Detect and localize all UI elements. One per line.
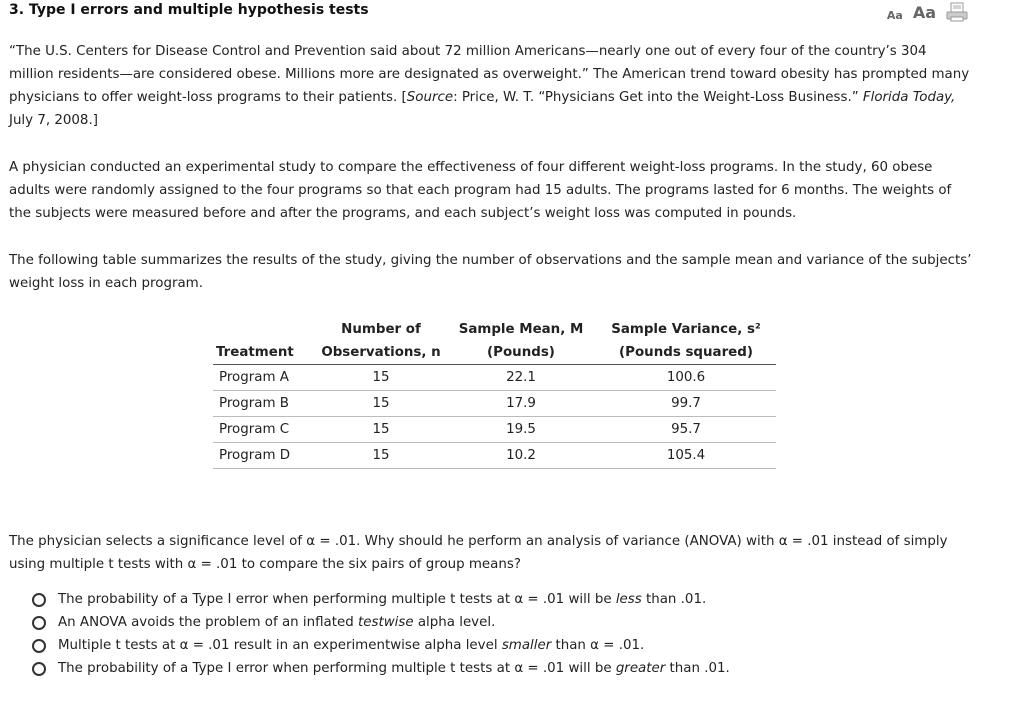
header-cell: Number of [341,322,421,337]
header-cell: Observations, n [316,341,446,365]
answer-option[interactable] [32,634,730,657]
option-label: An ANOVA avoids the problem of an inflated testwise alpha level. [58,615,496,630]
option-label: The probability of a Type I error when performing multiple t tests at α = .01 will be greater than .01. [58,661,730,676]
table-cell: Program A [213,365,316,391]
answer-option[interactable] [32,657,730,680]
passage-quote: “The U.S. Centers for Disease Control and Prevention said about 72 million Americans—nearly one out of every four of the country’s 304 million residents—are considered obese. Millions more are designated as overweight.” The American trend toward obesity has prompted many physicians to offer weight-loss programs to their patients. [Source: Price, W. T. “Physicians Get into the Weight-Loss Business.” Florida Today, July 7, 2008.] [9,44,970,128]
header-cell: Sample Mean, M [458,322,584,337]
table-cell: 100.6 [596,365,776,391]
table-row [213,391,776,417]
table-header-row-2 [213,341,776,365]
study-description: A physician conducted an experimental study to compare the effectiveness of four different weight-loss programs. In the study, 60 obese adults were randomly assigned to the four programs so that each program had 15 adults. The programs lasted for 6 months. The weights of the subjects were measured before and after the programs, and each subject’s weight loss was computed in pounds. [9,160,952,221]
answer-options [32,588,730,680]
table-cell: Program C [213,417,316,443]
print-icon[interactable] [946,2,968,22]
header-cell: (Pounds) [446,341,596,365]
table-header-row-1 [213,318,776,341]
header-cell: Treatment [213,341,316,365]
header-cell [213,318,316,341]
results-table [213,318,776,469]
table-row [213,365,776,391]
table-cell: 95.7 [596,417,776,443]
table-cell: 99.7 [596,391,776,417]
font-decrease-button[interactable]: Aa [886,9,903,22]
toolbar [887,2,968,22]
table-cell: 15 [316,365,446,391]
radio-button[interactable] [32,616,46,630]
question-prompt: The physician selects a significance level of α = .01. Why should he perform an analysis of variance (ANOVA) with α = .01 instead of simply using multiple t tests with α = .01 to compare the six pairs of group means? [9,534,948,572]
table-cell: 22.1 [446,365,596,391]
answer-option[interactable] [32,611,730,634]
header-cell: Sample Variance, s² [611,322,761,337]
table-cell: 10.2 [446,443,596,469]
table-cell: 15 [316,391,446,417]
radio-button[interactable] [32,639,46,653]
table-cell: 17.9 [446,391,596,417]
table-cell: Program B [213,391,316,417]
header-cell: (Pounds squared) [596,341,776,365]
option-label: The probability of a Type I error when performing multiple t tests at α = .01 will be less than .01. [58,592,707,607]
font-increase-button[interactable]: Aa [912,3,936,22]
table-cell: 19.5 [446,417,596,443]
table-row [213,443,776,469]
table-row [213,417,776,443]
table-cell: 15 [316,417,446,443]
table-cell: Program D [213,443,316,469]
option-label: Multiple t tests at α = .01 result in an experimentwise alpha level smaller than α = .01. [58,638,645,653]
answer-option[interactable] [32,588,730,611]
table-intro: The following table summarizes the results of the study, giving the number of observations and the sample mean and variance of the subjects’ weight loss in each program. [9,253,972,291]
table-cell: 105.4 [596,443,776,469]
radio-button[interactable] [32,662,46,676]
question-title: 3. Type I errors and multiple hypothesis tests [9,2,369,18]
radio-button[interactable] [32,593,46,607]
table-cell: 15 [316,443,446,469]
